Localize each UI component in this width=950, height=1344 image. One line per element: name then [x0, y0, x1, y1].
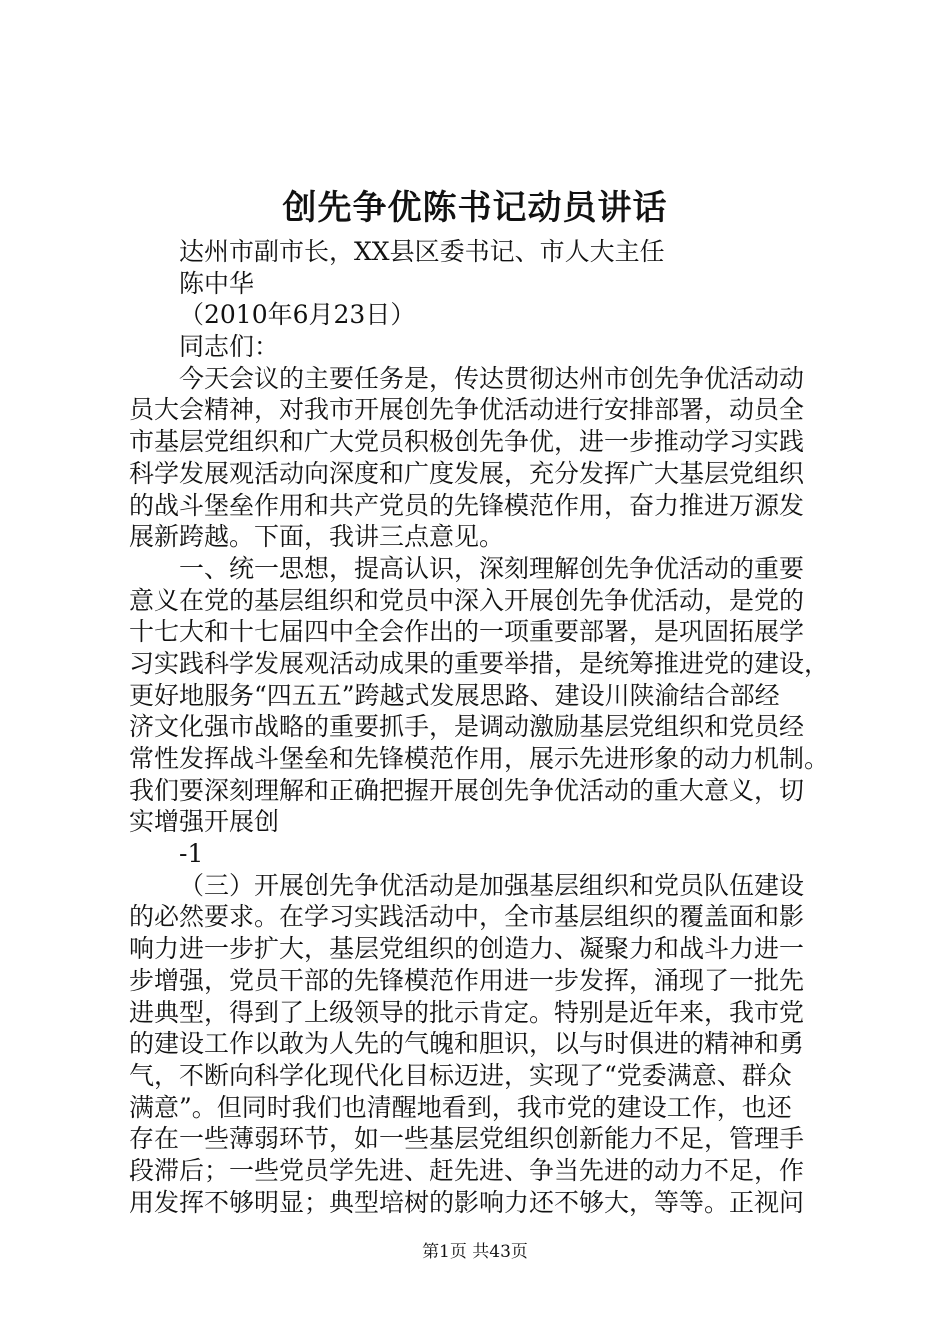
paragraph-line: 十七大和十七届四中全会作出的一项重要部署，是巩固拓展学: [129, 617, 805, 647]
paragraph-line: 的建设工作以敢为人先的气魄和胆识，以与时俱进的精神和勇: [129, 1029, 805, 1059]
paragraph-line: 响力进一步扩大，基层党组织的创造力、凝聚力和战斗力进一: [129, 934, 805, 964]
paragraph-line: 意义在党的基层组织和党员中深入开展创先争优活动，是党的: [129, 585, 805, 615]
paragraph-line: 市基层党组织和广大党员积极创先争优，进一步推动学习实践: [129, 427, 805, 457]
paragraph-line: 一、统一思想，提高认识，深刻理解创先争优活动的重要: [179, 553, 805, 583]
salutation-line: 同志们：: [179, 332, 280, 362]
paragraph-line: 科学发展观活动向深度和广度发展，充分发挥广大基层党组织: [129, 458, 805, 488]
paragraph-line: 员大会精神，对我市开展创先争优活动进行安排部署，动员全: [129, 395, 805, 425]
paragraph-line: 段滞后；一些党员学先进、赶先进、争当先进的动力不足，作: [129, 1155, 805, 1185]
paragraph-line: 我们要深刻理解和正确把握开展创先争优活动的重大意义，切: [129, 775, 805, 805]
author-title-line: 达州市副市长，XX县区委书记、市人大主任: [179, 237, 665, 266]
author-name-line: 陈中华: [179, 268, 255, 298]
paragraph-line: （三）开展创先争优活动是加强基层组织和党员队伍建设: [179, 870, 805, 900]
paragraph-line: 习实践科学发展观活动成果的重要举措，是统筹推进党的建设，: [129, 648, 830, 678]
paragraph-line: 进典型，得到了上级领导的批示肯定。特别是近年来，我市党: [129, 997, 805, 1027]
paragraph-line: 用发挥不够明显；典型培树的影响力还不够大，等等。正视问: [129, 1187, 805, 1217]
document-body: [129, 236, 834, 1218]
paragraph-line: 气，不断向科学化现代化目标迈进，实现了“党委满意、群众: [129, 1060, 792, 1090]
paragraph-line: 的战斗堡垒作用和共产党员的先锋模范作用，奋力推进万源发: [129, 490, 805, 520]
inline-page-marker: -1: [179, 839, 204, 869]
paragraph-line: 济文化强市战略的重要抓手，是调动激励基层党组织和党员经: [129, 712, 805, 742]
paragraph-line: 常性发挥战斗堡垒和先锋模范作用，展示先进形象的动力机制。: [129, 744, 830, 773]
date-line: （2010年6月23日）: [179, 300, 416, 330]
paragraph-line: 的必然要求。在学习实践活动中，全市基层组织的覆盖面和影: [129, 902, 805, 932]
paragraph-line: 更好地服务“四五五”跨越式发展思路、建设川陕渝结合部经: [129, 680, 780, 710]
paragraph-line: 今天会议的主要任务是，传达贯彻达州市创先争优活动动: [179, 363, 805, 393]
paragraph-line: 存在一些薄弱环节，如一些基层党组织创新能力不足，管理手: [129, 1124, 805, 1154]
paragraph-line: 实增强开展创: [129, 807, 280, 837]
paragraph-line: 步增强，党员干部的先锋模范作用进一步发挥，涌现了一批先: [129, 965, 805, 995]
paragraph-line: 满意”。但同时我们也清醒地看到，我市党的建设工作，也还: [129, 1092, 792, 1122]
document-title: 创先争优陈书记动员讲话: [282, 188, 668, 228]
page-footer: 第1页 共43页: [422, 1242, 528, 1262]
paragraph-line: 展新跨越。下面，我讲三点意见。: [129, 522, 505, 552]
